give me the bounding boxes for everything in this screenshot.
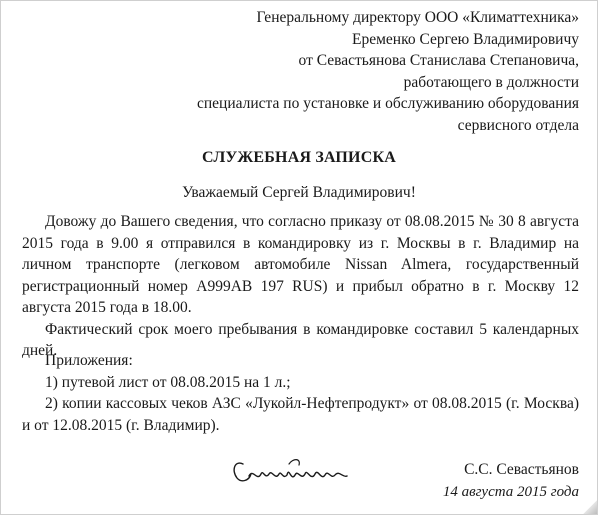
attachment-item: 2) копии кассовых чеков АЗС «Лукойл-Нефтепродукт» от 08.08.2015 (г. Москва) и от 12.08.2015 (г. Владимир). <box>22 395 579 434</box>
body-paragraph: Довожу до Вашего сведения, что согласно приказу от 08.08.2015 № 30 8 августа 2015 года в 9.00 я отправился в командировку из г. Москвы в г. Владимир на личном транспорте (легковом автомобиле Nissan Almera, государственный регистрационный номер А999АВ 197 RUS) и прибыл обратно в г. Москву 12 августа 2015 года в 18.00. <box>22 213 579 316</box>
salutation: Уважаемый Сергей Владимирович! <box>182 184 416 201</box>
recipient-block <box>197 7 579 136</box>
recipient-line: Генеральному директору ООО «Климаттехника» <box>256 9 579 26</box>
recipient-line: от Севастьянова Станислава Степановича, <box>298 52 579 69</box>
memo-body <box>22 211 579 362</box>
attachments-block <box>22 350 579 436</box>
signer-name: С.С. Севастьянов <box>464 461 579 478</box>
handwritten-signature <box>229 454 359 490</box>
memo-title: СЛУЖЕБНАЯ ЗАПИСКА <box>201 149 397 166</box>
page-curl <box>583 500 597 514</box>
recipient-line: работающего в должности <box>403 73 579 91</box>
attachments-heading: Приложения: <box>45 352 133 369</box>
body-paragraph: Фактический срок моего пребывания в командировке составил 5 календарных дней. <box>22 320 579 359</box>
attachment-item: 1) путевой лист от 08.08.2015 на 1 л.; <box>45 373 291 391</box>
recipient-line: специалиста по установке и обслуживанию оборудования <box>196 95 579 112</box>
recipient-line: сервисного отдела <box>457 116 579 134</box>
signature-date: 14 августа 2015 года <box>442 484 579 500</box>
recipient-line: Еременко Сергею Владимировичу <box>352 30 579 48</box>
